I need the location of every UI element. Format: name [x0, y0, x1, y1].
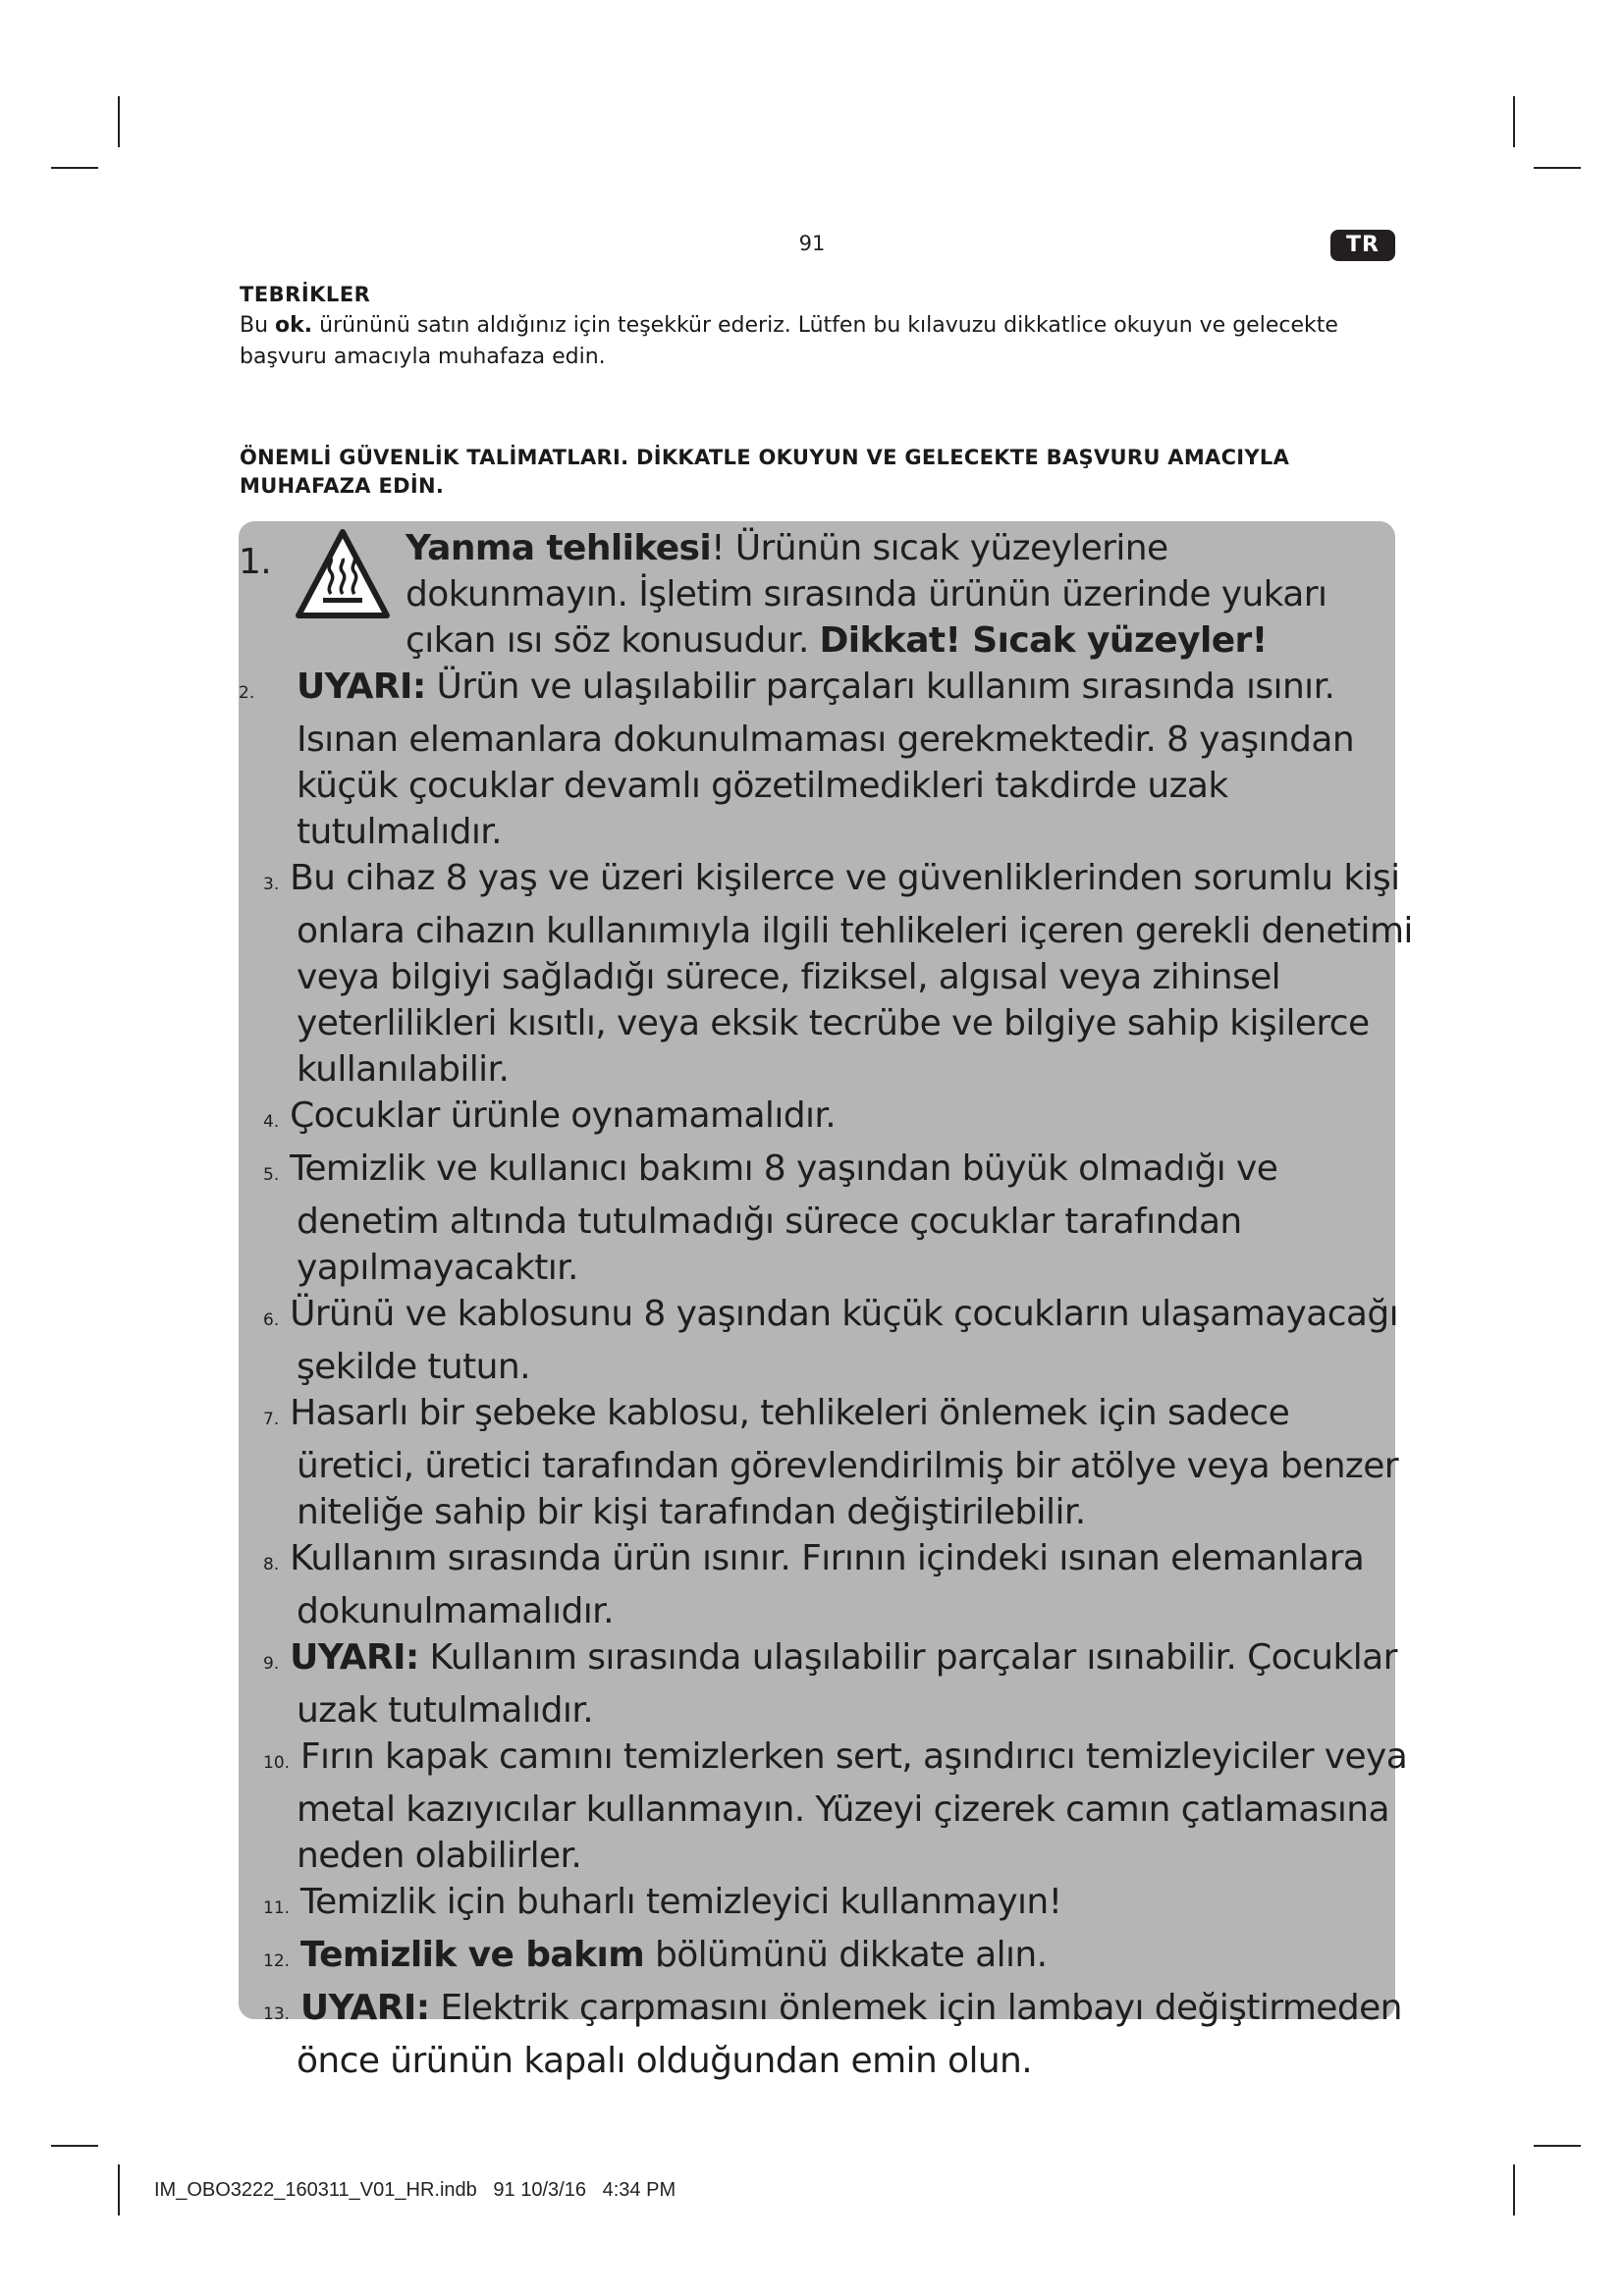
- print-file-info: IM_OBO3222_160311_V01_HR.indb 91 10/3/16 4:34 PM: [154, 2179, 677, 2201]
- list-item: 7. Hasarlı bir şebeke kablosu, tehlikeleri önlemek için sadece üretici, üretici tarafından görevlendirilmiş bir atölye veya benzer niteliğe sahip bir kişi tarafından değiştirilebilir.: [263, 1393, 1398, 1532]
- crop-mark: [118, 96, 120, 147]
- crop-mark: [1513, 2164, 1515, 2216]
- crop-mark: [51, 167, 98, 169]
- brand-name: ok.: [275, 313, 313, 338]
- safety-instructions-list: [239, 525, 1417, 2084]
- crop-mark: [1534, 167, 1581, 169]
- page-number: 91: [798, 232, 826, 255]
- crop-mark: [1513, 96, 1515, 147]
- crop-mark: [51, 2145, 98, 2147]
- list-item: 5. Temizlik ve kullanıcı bakımı 8 yaşından büyük olmadığı ve denetim altında tutulmadığı sürece çocuklar tarafından yapılmayacaktır.: [263, 1148, 1278, 1288]
- crop-mark: [1534, 2145, 1581, 2147]
- list-item: 8. Kullanım sırasında ürün ısınır. Fırının içindeki ısınan elemanlara dokunulmamalıdır.: [263, 1538, 1365, 1631]
- list-item: 12. Temizlik ve bakım bölümünü dikkate alın.: [263, 1935, 1048, 1975]
- list-item: 3. Bu cihaz 8 yaş ve üzeri kişilerce ve güvenliklerinden sorumlu kişi onlara cihazın kullanımıyla ilgili tehlikeleri içeren gerekli denetimi veya bilgiyi sağladığı sürece, fiziksel, algısal veya zihinsel yeterlilikleri kısıtlı, veya eksik tecrübe ve bilgiye sahip kişilerce kullanılabilir.: [263, 858, 1413, 1090]
- list-item: 9. UYARI: Kullanım sırasında ulaşılabilir parçalar ısınabilir. Çocuklar uzak tutulmalıdır.: [263, 1637, 1397, 1731]
- intro-text: Bu ok. ürününü satın aldığınız için teşekkür ederiz. Lütfen bu kılavuzu dikkatlice okuyun ve gelecekte başvuru amacıyla muhafaza edin.: [240, 313, 1338, 369]
- list-item: 6. Ürünü ve kablosunu 8 yaşından küçük çocukların ulaşamayacağı şekilde tutun.: [263, 1294, 1399, 1387]
- list-item: 1. Yanma tehlikesi! Ürünün sıcak yüzeylerine dokunmayın. İşletim sırasında ürünün üzerinde yukarı çıkan ısı söz konusudur. Dikkat! Sıcak yüzeyler!: [239, 525, 1417, 664]
- language-badge: TR: [1330, 230, 1395, 261]
- list-item: 13. UYARI: Elektrik çarpmasını önlemek için lambayı değiştirmeden önce ürünün kapalı olduğundan emin olun.: [263, 1988, 1402, 2081]
- crop-mark: [118, 2164, 120, 2216]
- hot-surface-warning-icon: [294, 527, 392, 623]
- intro-title: TEBRİKLER: [240, 283, 371, 306]
- list-item: 11. Temizlik için buharlı temizleyici kullanmayın!: [263, 1882, 1062, 1922]
- list-item: 10. Fırın kapak camını temizlerken sert, aşındırıcı temizleyiciler veya metal kazıyıcılar kullanmayın. Yüzeyi çizerek camın çatlamasına neden olabilirler.: [263, 1736, 1408, 1876]
- safety-heading: ÖNEMLİ GÜVENLİK TALİMATLARI. DİKKATLE OKUYUN VE GELECEKTE BAŞVURU AMACIYLA MUHAFAZA EDİN.: [240, 446, 1290, 498]
- item-text: Yanma tehlikesi! Ürünün sıcak yüzeylerine dokunmayın. İşletim sırasında ürünün üzerinde yukarı çıkan ısı söz konusudur. Dikkat! Sıcak yüzeyler!: [406, 528, 1327, 661]
- list-item: 2. UYARI: Ürün ve ulaşılabilir parçaları kullanım sırasında ısınır. Isınan elemanlara dokunulmaması gerekmektedir. 8 yaşından küçük çocuklar devamlı gözetilmedikleri takdirde uzak tutulmalıdır.: [239, 667, 1355, 852]
- list-item: 4. Çocuklar ürünle oynamamalıdır.: [263, 1095, 837, 1136]
